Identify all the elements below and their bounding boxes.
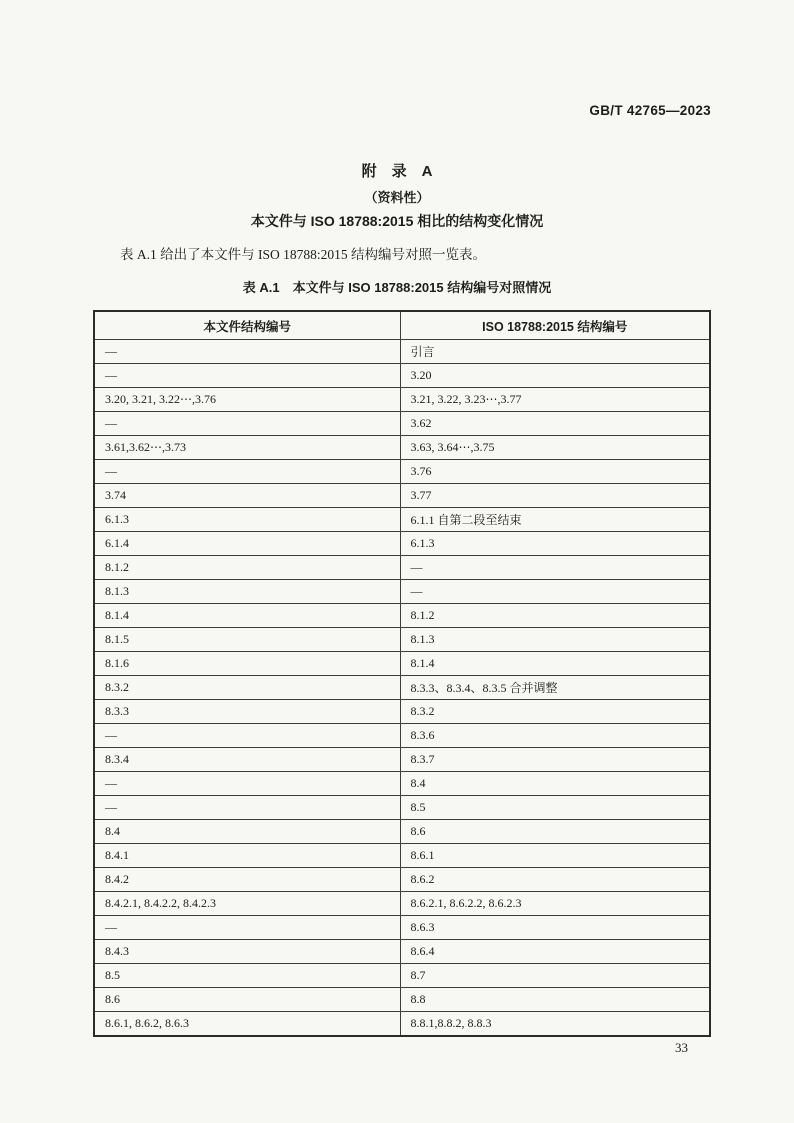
cell-iso-number: 8.1.2 xyxy=(400,604,710,628)
cell-this-doc-number: 8.3.2 xyxy=(94,676,400,700)
cell-this-doc-number: — xyxy=(94,364,400,388)
cell-iso-number: 3.21, 3.22, 3.23⋯,3.77 xyxy=(400,388,710,412)
cell-this-doc-number: 8.1.5 xyxy=(94,628,400,652)
table-body xyxy=(94,340,710,1037)
cell-this-doc-number: — xyxy=(94,916,400,940)
column-header-iso: ISO 18788:2015 结构编号 xyxy=(400,311,710,340)
table-header-row xyxy=(94,311,710,340)
table-row xyxy=(94,652,710,676)
cell-iso-number: 8.6.2.1, 8.6.2.2, 8.6.2.3 xyxy=(400,892,710,916)
cell-iso-number: 3.76 xyxy=(400,460,710,484)
cell-this-doc-number: 8.6 xyxy=(94,988,400,1012)
table-row xyxy=(94,964,710,988)
cell-this-doc-number: 8.4.1 xyxy=(94,844,400,868)
cell-iso-number: 8.7 xyxy=(400,964,710,988)
cell-iso-number: 8.6.4 xyxy=(400,940,710,964)
appendix-title: 附 录 A xyxy=(361,163,433,180)
table-row xyxy=(94,412,710,436)
intro-paragraph: 表 A.1 给出了本文件与 ISO 18788:2015 结构编号对照一览表。 xyxy=(120,247,487,262)
cell-this-doc-number: — xyxy=(94,796,400,820)
column-header-this-doc: 本文件结构编号 xyxy=(94,311,400,340)
table-row xyxy=(94,508,710,532)
doc-code: GB/T 42765—2023 xyxy=(589,103,711,118)
cell-this-doc-number: 6.1.3 xyxy=(94,508,400,532)
table-row xyxy=(94,868,710,892)
table-row xyxy=(94,988,710,1012)
cell-iso-number: 8.3.2 xyxy=(400,700,710,724)
table-caption: 表 A.1 本文件与 ISO 18788:2015 结构编号对照情况 xyxy=(242,280,552,295)
cell-iso-number: 8.6 xyxy=(400,820,710,844)
cell-this-doc-number: 8.1.2 xyxy=(94,556,400,580)
cell-iso-number: 8.5 xyxy=(400,796,710,820)
cell-this-doc-number: 3.74 xyxy=(94,484,400,508)
table-row xyxy=(94,940,710,964)
cell-this-doc-number: 8.1.4 xyxy=(94,604,400,628)
table-row xyxy=(94,388,710,412)
cell-iso-number: 引言 xyxy=(400,340,710,364)
table-row xyxy=(94,892,710,916)
table-row xyxy=(94,532,710,556)
cell-iso-number: 8.8 xyxy=(400,988,710,1012)
cell-iso-number: 8.1.4 xyxy=(400,652,710,676)
cell-iso-number: — xyxy=(400,580,710,604)
table-row xyxy=(94,772,710,796)
table-row xyxy=(94,748,710,772)
cell-iso-number: 8.3.7 xyxy=(400,748,710,772)
cell-iso-number: 6.1.1 自第二段至结束 xyxy=(400,508,710,532)
cell-this-doc-number: 8.4.3 xyxy=(94,940,400,964)
table-row xyxy=(94,436,710,460)
table-row xyxy=(94,916,710,940)
page-number: 33 xyxy=(675,1040,688,1055)
cell-this-doc-number: 8.4.2.1, 8.4.2.2, 8.4.2.3 xyxy=(94,892,400,916)
table-row xyxy=(94,484,710,508)
cell-this-doc-number: 8.3.3 xyxy=(94,700,400,724)
table-row xyxy=(94,1012,710,1037)
table-row xyxy=(94,844,710,868)
table-row xyxy=(94,724,710,748)
table-row xyxy=(94,796,710,820)
cell-iso-number: 8.6.1 xyxy=(400,844,710,868)
table-row xyxy=(94,556,710,580)
cell-this-doc-number: 8.6.1, 8.6.2, 8.6.3 xyxy=(94,1012,400,1037)
cell-this-doc-number: 8.3.4 xyxy=(94,748,400,772)
table-row xyxy=(94,700,710,724)
cell-iso-number: 8.3.6 xyxy=(400,724,710,748)
table-row xyxy=(94,340,710,364)
comparison-table xyxy=(93,310,711,1037)
table-row xyxy=(94,676,710,700)
cell-this-doc-number: 6.1.4 xyxy=(94,532,400,556)
appendix-subtitle: （资料性） xyxy=(364,190,430,205)
cell-this-doc-number: 8.1.6 xyxy=(94,652,400,676)
cell-iso-number: 8.8.1,8.8.2, 8.8.3 xyxy=(400,1012,710,1037)
cell-this-doc-number: 8.1.3 xyxy=(94,580,400,604)
cell-iso-number: 8.1.3 xyxy=(400,628,710,652)
cell-this-doc-number: 3.61,3.62⋯,3.73 xyxy=(94,436,400,460)
cell-iso-number: 3.20 xyxy=(400,364,710,388)
cell-iso-number: 8.6.2 xyxy=(400,868,710,892)
cell-this-doc-number: — xyxy=(94,340,400,364)
cell-this-doc-number: — xyxy=(94,724,400,748)
table-row xyxy=(94,580,710,604)
cell-iso-number: 8.4 xyxy=(400,772,710,796)
cell-iso-number: — xyxy=(400,556,710,580)
cell-this-doc-number: — xyxy=(94,772,400,796)
appendix-heading: 本文件与 ISO 18788:2015 相比的结构变化情况 xyxy=(250,213,544,229)
table-row xyxy=(94,820,710,844)
cell-iso-number: 3.63, 3.64⋯,3.75 xyxy=(400,436,710,460)
cell-this-doc-number: 8.4.2 xyxy=(94,868,400,892)
cell-this-doc-number: 3.20, 3.21, 3.22⋯,3.76 xyxy=(94,388,400,412)
cell-this-doc-number: — xyxy=(94,412,400,436)
cell-iso-number: 6.1.3 xyxy=(400,532,710,556)
table-row xyxy=(94,460,710,484)
table-row xyxy=(94,628,710,652)
table-row xyxy=(94,604,710,628)
cell-this-doc-number: — xyxy=(94,460,400,484)
cell-iso-number: 8.3.3、8.3.4、8.3.5 合并调整 xyxy=(400,676,710,700)
cell-iso-number: 8.6.3 xyxy=(400,916,710,940)
table-row xyxy=(94,364,710,388)
cell-this-doc-number: 8.4 xyxy=(94,820,400,844)
cell-iso-number: 3.77 xyxy=(400,484,710,508)
cell-iso-number: 3.62 xyxy=(400,412,710,436)
cell-this-doc-number: 8.5 xyxy=(94,964,400,988)
